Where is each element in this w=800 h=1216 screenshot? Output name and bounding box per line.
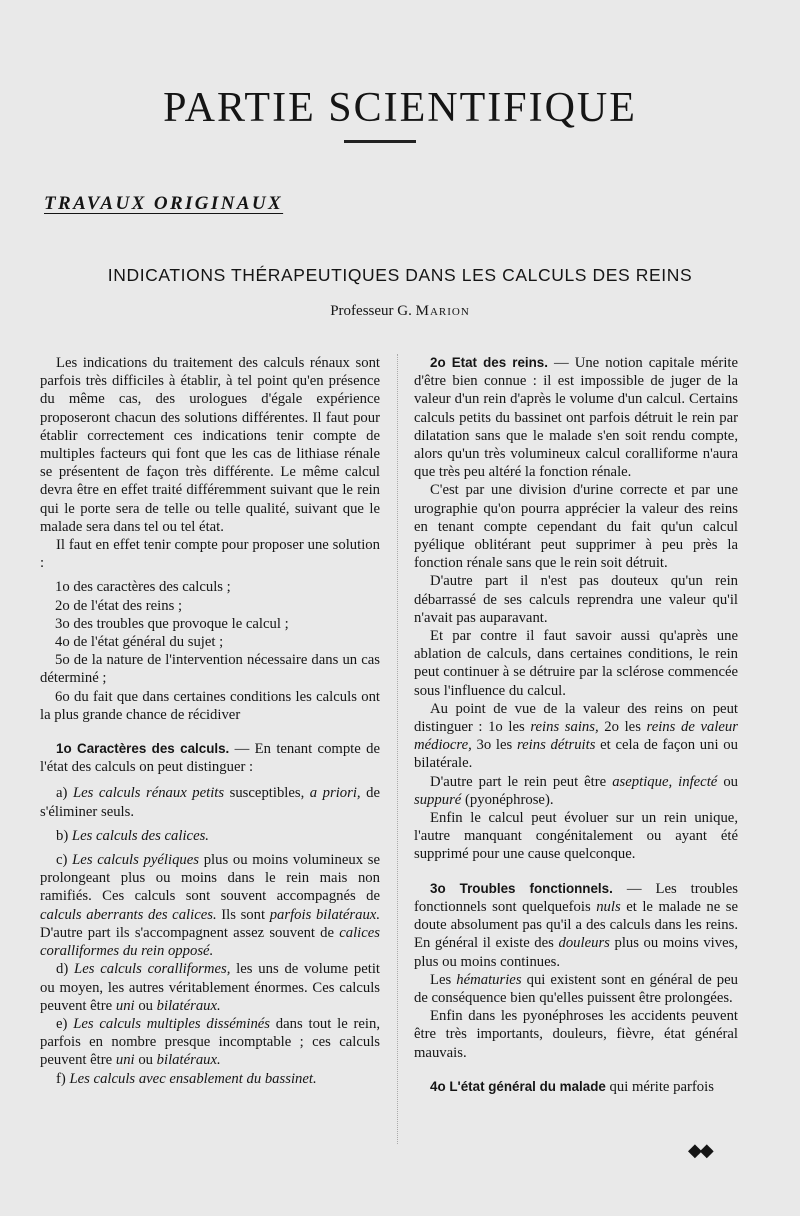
paragraph: D'autre part le rein peut être aseptique, infecté ou suppuré (pyonéphrose).	[414, 773, 738, 808]
article-title: INDICATIONS THÉRAPEUTIQUES DANS LES CALCULS DES REINS	[107, 265, 693, 285]
paragraph: Les hématuries qui existent sont en général de peu de conséquence bien qu'elles puissent être prolongées.	[414, 971, 738, 1006]
left-column	[40, 354, 380, 1088]
solution-paragraph: Il faut en effet tenir compte pour proposer une solution :	[40, 537, 380, 572]
paragraph: Et par contre il faut savoir aussi qu'après une ablation de calculs, dans certaines conditions, le rein peut continuer à se détruire par la sclérose commencée sous l'influence du calcul.	[414, 628, 738, 699]
paragraph: Enfin le calcul peut évoluer sur un rein unique, l'autre manquant congénitalement ou ayant été supprimé pour une cause quelconque.	[414, 810, 738, 863]
column-divider	[397, 354, 398, 1144]
author-name: Marion	[415, 303, 470, 319]
section-4: 4o L'état général du malade qui mérite parfois	[430, 1078, 714, 1095]
list-c: c) Les calculs pyéliques plus ou moins volumineux se prolongeant plus ou moins dans le rein mais non ramifiés. Ces calculs sont souvent accompagnés de calculs aberrants des calices. Ils sont parfois bilatéraux. D'autre part ils s'accompagnent assez souvent de calices coralliformes du rein opposé.	[40, 852, 380, 960]
list-e: e) Les calculs multiples disséminés dans tout le rein, parfois en nombre presque incomptable ; ces calculs peuvent être uni ou bilatéraux.	[40, 1015, 381, 1069]
section-2-heading: 2o Etat des reins.	[430, 355, 548, 370]
factor-item: 4o de l'état général du sujet ;	[55, 634, 224, 651]
section-1: 1o Caractères des calculs. — En tenant compte de l'état des calculs on peut distinguer :	[40, 741, 380, 776]
right-column	[414, 354, 738, 1096]
page-title: PARTIE SCIENTIFIQUE	[163, 85, 637, 131]
section-4-heading: 4o L'état général du malade	[430, 1078, 606, 1094]
section-heading: TRAVAUX ORIGINAUX	[44, 193, 284, 214]
list-b: b) Les calculs des calices.	[56, 827, 209, 844]
list-d: d) Les calculs coralliformes, les uns de volume petit ou moyen, les autres véritablement énormes. Ces calculs peuvent être uni ou bilatéraux.	[40, 961, 381, 1014]
list-a: a) Les calculs rénaux petits susceptibles, a priori, de s'éliminer seuls.	[40, 785, 380, 820]
paragraph: Au point de vue de la valeur des reins on peut distinguer : 1o les reins sains, 2o les reins de valeur médiocre, 3o les reins détruits et cela de façon uni ou bilatérale.	[414, 700, 738, 772]
section-1-heading: 1o Caractères des calculs.	[56, 741, 230, 757]
factor-item: 3o des troubles que provoque le calcul ;	[55, 615, 289, 632]
factor-item: 2o de l'état des reins ;	[55, 597, 183, 614]
section-3: 3o Troubles fonctionnels. — Les troubles fonctionnels sont quelquefois nuls et le malade ne se doute absolument pas qu'il a des calculs dans les reins. En général il existe des douleurs plus ou moins vives, plus ou moins continues.	[414, 880, 738, 970]
paragraph: C'est par une division d'urine correcte et par une urographie qu'on pourra apprécier la valeur des reins en tenant compte cependant du fait qu'un calcul pyélique oblitérant peut supprimer à peu près la fonction rénale sans que le rein soit détruit.	[414, 482, 738, 572]
factor-item: 5o de la nature de l'intervention nécessaire dans un cas déterminé ;	[40, 652, 380, 687]
author-line	[0, 303, 800, 320]
list-f: f) Les calculs avec ensablement du bassinet.	[56, 1070, 317, 1087]
intro-paragraph: Les indications du traitement des calculs rénaux sont parfois très difficiles à établir, à tel point qu'en présence du même cas, des urologues d'égale expérience proposeront chacun des solutions différentes. Il faut pour établir correctement ces indications tenir compte de multiples facteurs qui font que les cas de lithiase rénale se présentent de façon très différente. Le même calcul devra être en effet traité différemment suivant que le rein qui le porte sera de telle ou telle qualité, suivant que le malade sera dans tel ou tel état.	[40, 355, 380, 535]
paragraph: D'autre part il n'est pas douteux qu'un rein débarrassé de ses calculs reprendra une valeur qu'il n'avait pas auparavant.	[414, 573, 738, 626]
title-rule	[344, 140, 416, 143]
section-3-heading: 3o Troubles fonctionnels.	[430, 880, 613, 896]
section-2: 2o Etat des reins. — Une notion capitale mérite d'être bien connue : il est impossible de juger de la valeur d'un rein d'après le volume d'un calcul. Certains calculs petits du bassinet ont parfois détruit le rein par dilatation sans que le malade s'en soit rendu compte, alors qu'un très volumineux calcul coralliforme n'aura que très peu altéré la fonction rénale.	[414, 355, 738, 481]
author-prefix: Professeur G.	[330, 303, 412, 319]
paragraph: Enfin dans les pyonéphroses les accidents peuvent être très importants, douleurs, fièvre, état général mauvais.	[414, 1008, 738, 1061]
factor-item: 6o du fait que dans certaines conditions les calculs ont la plus grande chance de récidiver	[40, 688, 380, 723]
ornament-icon: ◆◆	[688, 1140, 712, 1161]
factor-item: 1o des caractères des calculs ;	[55, 579, 231, 596]
